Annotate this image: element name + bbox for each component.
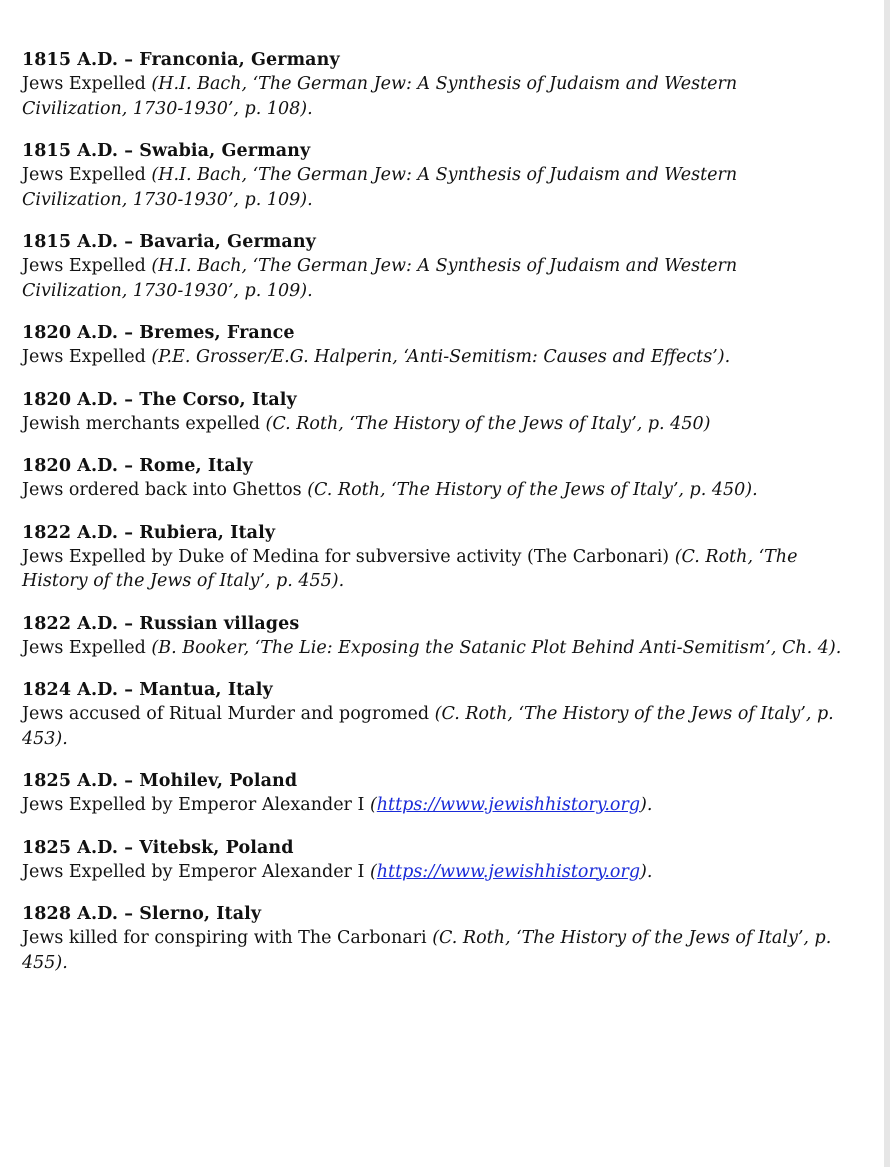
page-edge [884, 0, 890, 1167]
timeline-entry [22, 836, 842, 885]
entry-text: Jews Expelled by Emperor Alexander I [22, 861, 370, 882]
entry-heading: 1815 A.D. – Bavaria, Germany [22, 232, 316, 252]
entry-heading: 1815 A.D. – Swabia, Germany [22, 141, 311, 161]
source-link[interactable]: https://www.jewishhistory.org [376, 795, 641, 815]
entry-text: Jews Expelled [22, 165, 152, 185]
timeline-entry [22, 769, 842, 818]
entry-body [22, 636, 842, 661]
entry-heading: 1828 A.D. – Slerno, Italy [22, 904, 262, 924]
timeline-entry [22, 321, 842, 370]
entry-heading: 1820 A.D. – Bremes, France [22, 323, 295, 343]
timeline-entry [22, 612, 842, 661]
entry-body [22, 926, 842, 975]
entry-text: Jews Expelled [22, 74, 152, 94]
entry-text: Jews Expelled by Duke of Medina for subversive activity (The Carbonari) [22, 546, 675, 567]
entry-text: Jews Expelled [22, 256, 152, 276]
entry-body [22, 412, 842, 437]
link-open-paren: ( [369, 861, 377, 882]
entry-text: Jews accused of Ritual Murder and pogromed [22, 704, 435, 724]
entry-citation: (C. Roth, ‘The History of the Jews of Italy’, p. 450) [265, 413, 711, 434]
entry-body [22, 254, 842, 303]
entry-body [22, 72, 842, 121]
entry-text: Jews ordered back into Ghettos [22, 480, 308, 500]
document-page [22, 48, 842, 993]
entry-text: Jews Expelled [22, 347, 152, 367]
timeline-entry [22, 678, 842, 751]
entry-text: Jews killed for conspiring with The Carbonari [22, 928, 433, 948]
entry-citation: (C. Roth, ‘The History of the Jews of Italy’, p. 453). [22, 704, 834, 749]
entry-text: Jews Expelled [22, 637, 152, 658]
entry-body [22, 860, 842, 885]
link-close-paren: ). [640, 795, 653, 815]
entry-body [22, 545, 842, 594]
entry-heading: 1824 A.D. – Mantua, Italy [22, 680, 273, 700]
entry-heading: 1825 A.D. – Vitebsk, Poland [22, 837, 294, 858]
timeline-entry [22, 454, 842, 503]
entry-citation: (H.I. Bach, ‘The German Jew: A Synthesis of Judaism and Western Civilization, 1730-1930’, p. 108). [22, 74, 738, 119]
entry-text: Jewish merchants expelled [22, 413, 266, 434]
entry-citation: (C. Roth, ‘The History of the Jews of Italy’, p. 455). [22, 928, 832, 973]
timeline-entry [22, 139, 842, 212]
entry-citation: (C. Roth, ‘The History of the Jews of Italy’, p. 455). [22, 546, 798, 591]
timeline-entry [22, 388, 842, 437]
timeline-entry [22, 48, 842, 121]
entry-heading: 1820 A.D. – The Corso, Italy [22, 389, 297, 410]
entry-body [22, 163, 842, 212]
entry-text: Jews Expelled by Emperor Alexander I [22, 795, 370, 815]
entry-body [22, 478, 842, 503]
entry-body [22, 345, 842, 370]
entry-heading: 1815 A.D. – Franconia, Germany [22, 50, 340, 70]
entry-heading: 1822 A.D. – Rubiera, Italy [22, 522, 276, 543]
entry-body [22, 793, 842, 818]
link-open-paren: ( [369, 795, 377, 815]
entry-citation: (C. Roth, ‘The History of the Jews of Italy’, p. 450). [307, 480, 758, 500]
timeline-entry [22, 902, 842, 975]
entry-citation: (H.I. Bach, ‘The German Jew: A Synthesis of Judaism and Western Civilization, 1730-1930’, p. 109). [22, 165, 738, 210]
entry-heading: 1825 A.D. – Mohilev, Poland [22, 771, 298, 791]
entry-citation: (H.I. Bach, ‘The German Jew: A Synthesis of Judaism and Western Civilization, 1730-1930’, p. 109). [22, 256, 738, 301]
entry-heading: 1822 A.D. – Russian villages [22, 613, 300, 634]
entry-heading: 1820 A.D. – Rome, Italy [22, 456, 253, 476]
entry-citation: (P.E. Grosser/E.G. Halperin, ‘Anti-Semitism: Causes and Effects’). [151, 347, 731, 367]
timeline-entry [22, 230, 842, 303]
timeline-entry [22, 521, 842, 594]
source-link[interactable]: https://www.jewishhistory.org [376, 861, 641, 882]
link-close-paren: ). [640, 861, 653, 882]
entry-citation: (B. Booker, ‘The Lie: Exposing the Satanic Plot Behind Anti-Semitism’, Ch. 4). [151, 637, 842, 658]
entry-body [22, 702, 842, 751]
